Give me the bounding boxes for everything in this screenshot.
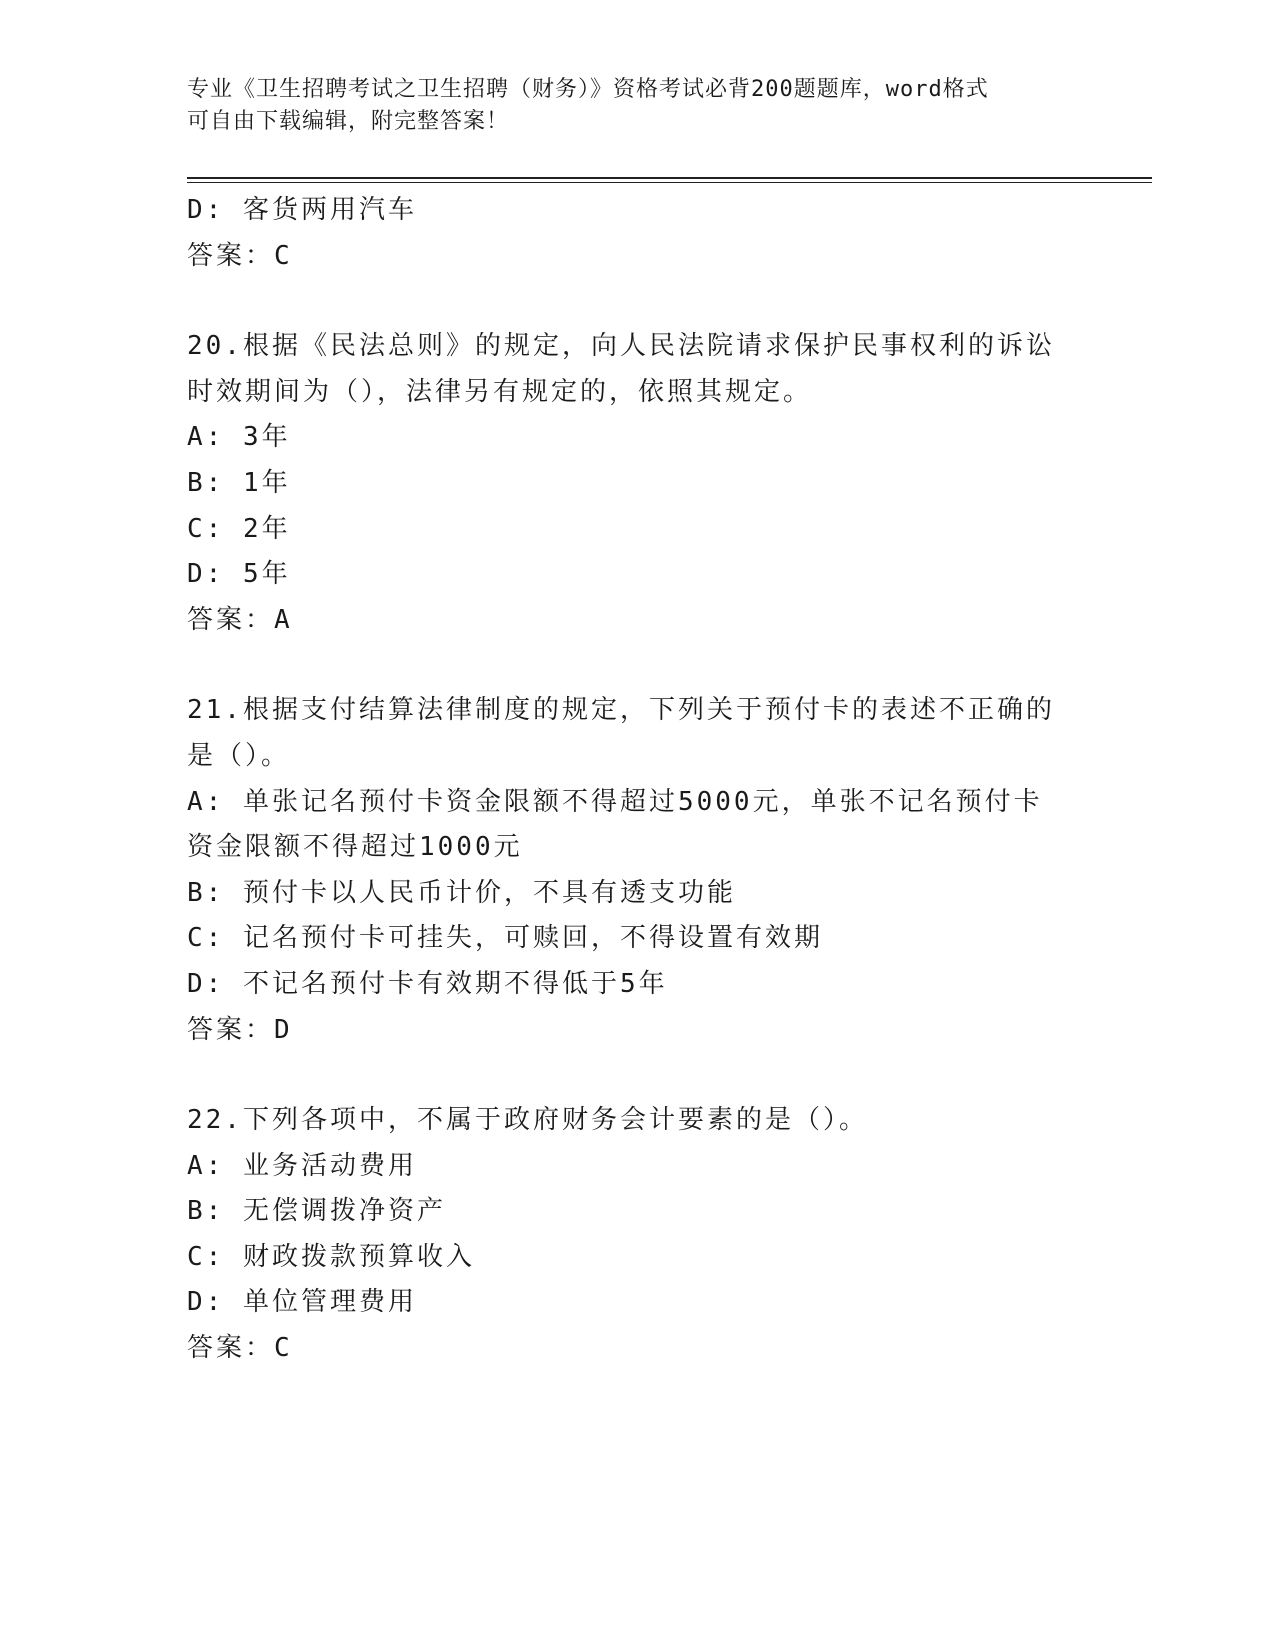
header-divider [187, 177, 1152, 179]
answer: 答案：D [187, 1014, 293, 1045]
option-d: D: 单位管理费用 [187, 1287, 417, 1318]
document-header [187, 74, 1067, 138]
header-divider-thin [187, 182, 1152, 183]
option-a: A: 3年 [187, 422, 291, 453]
question-22 [187, 1098, 1087, 1372]
option-b: B: 1年 [187, 467, 291, 498]
option-c: C: 财政拨款预算收入 [187, 1241, 475, 1272]
question-list [187, 188, 1087, 1372]
option-c: C: 2年 [187, 513, 291, 544]
spacer [187, 279, 1087, 324]
option-d: D: 5年 [187, 559, 291, 590]
prev-option-d: D: 客货两用汽车 [187, 195, 417, 225]
question-20 [187, 324, 1087, 643]
answer: 答案：A [187, 604, 293, 635]
spacer [187, 1053, 1087, 1098]
question-stem: 21.根据支付结算法律制度的规定，下列关于预付卡的表述不正确的是（）。 [187, 695, 1055, 771]
option-a: A: 业务活动费用 [187, 1150, 417, 1181]
question-21 [187, 688, 1087, 1053]
option-b: B: 无偿调拨净资产 [187, 1196, 446, 1227]
option-c: C: 记名预付卡可挂失，可赎回，不得设置有效期 [187, 923, 823, 954]
question-stem: 20.根据《民法总则》的规定，向人民法院请求保护民事权利的诉讼时效期间为（），法律另有规定的，依照其规定。 [187, 331, 1055, 407]
option-b: B: 预付卡以人民币计价，不具有透支功能 [187, 877, 736, 908]
spacer [187, 643, 1087, 688]
option-d: D: 不记名预付卡有效期不得低于5年 [187, 968, 668, 999]
header-line-1: 专业《卫生招聘考试之卫生招聘（财务）》资格考试必背200题题库，word格式 [187, 77, 989, 102]
header-line-2: 可自由下载编辑，附完整答案！ [187, 109, 510, 134]
answer: 答案：C [187, 1333, 293, 1364]
prev-answer: 答案：C [187, 240, 293, 271]
option-a: A: 单张记名预付卡资金限额不得超过5000元，单张不记名预付卡资金限额不得超过1000元 [187, 786, 1043, 863]
question-stem: 22.下列各项中，不属于政府财务会计要素的是（）。 [187, 1105, 868, 1136]
